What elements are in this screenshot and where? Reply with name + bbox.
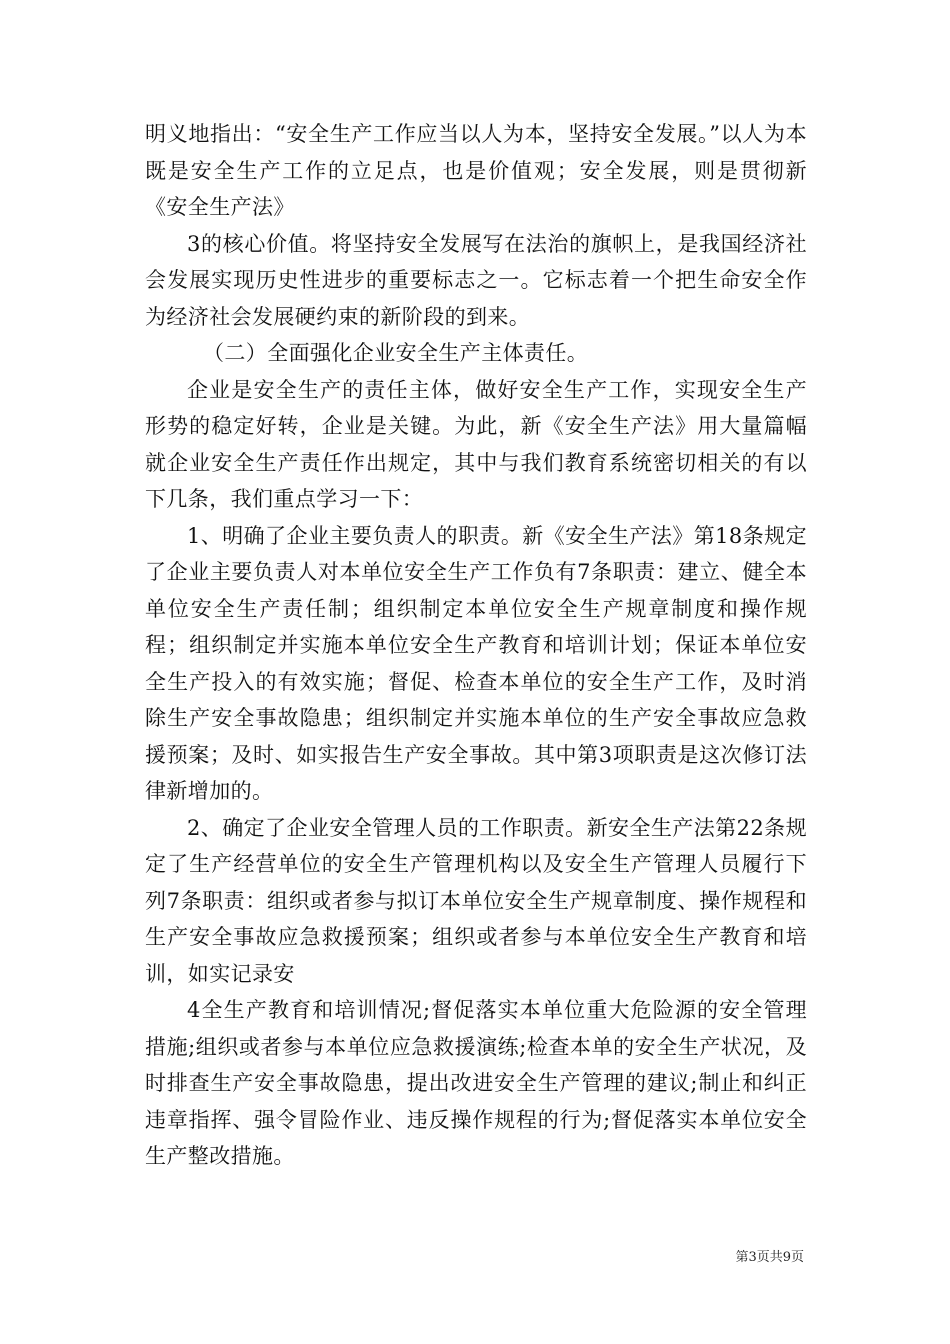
section-heading: （二）全面强化企业安全生产主体责任。	[203, 341, 589, 365]
paragraph-2: 3的核心价值。将坚持安全发展写在法治的旗帜上，是我国经济社会发展实现历史性进步的重要标志之一。它标志着一个把生命安全作为经济社会发展硬约束的新阶段的到来。	[145, 231, 807, 329]
paragraph-3: 企业是安全生产的责任主体，做好安全生产工作，实现安全生产形势的稳定好转，企业是关键。为此，新《安全生产法》用大量篇幅就企业安全生产责任作出规定，其中与我们教育系统密切相关的有以下几条，我们重点学习一下：	[145, 377, 807, 511]
paragraph-4: 1、明确了企业主要负责人的职责。新《安全生产法》第18条规定了企业主要负责人对本单位安全生产工作负有7条职责：建立、健全本单位安全生产责任制；组织制定本单位安全生产规章制度和操作规程；组织制定并实施本单位安全生产教育和培训计划；保证本单位安全生产投入的有效实施；督促、检查本单位的安全生产工作，及时消除生产安全事故隐患；组织制定并实施本单位的生产安全事故应急救援预案；及时、如实报告生产安全事故。其中第3项职责是这次修订法律新增加的。	[145, 523, 807, 803]
paragraph-5: 2、确定了企业安全管理人员的工作职责。新安全生产法第22条规定了生产经营单位的安全生产管理机构以及安全生产管理人员履行下列7条职责：组织或者参与拟订本单位安全生产规章制度、操作规程和生产安全事故应急救援预案；组织或者参与本单位安全生产教育和培训，如实记录安	[145, 815, 807, 986]
paragraph-1: 明义地指出：“安全生产工作应当以人为本，坚持安全发展。”以人为本既是安全生产工作的立足点，也是价值观；安全发展，则是贯彻新《安全生产法》	[145, 122, 807, 219]
document-body	[145, 116, 807, 1175]
paragraph-6: 4全生产教育和培训情况;督促落实本单位重大危险源的安全管理措施;组织或者参与本单位应急救援演练;检查本单的安全生产状况，及时排查生产安全事故隐患，提出改进安全生产管理的建议;制止和纠正违章指挥、强令冒险作业、违反操作规程的行为;督促落实本单位安全生产整改措施。	[145, 998, 807, 1168]
page-number: 第3页共9页	[735, 1250, 804, 1265]
